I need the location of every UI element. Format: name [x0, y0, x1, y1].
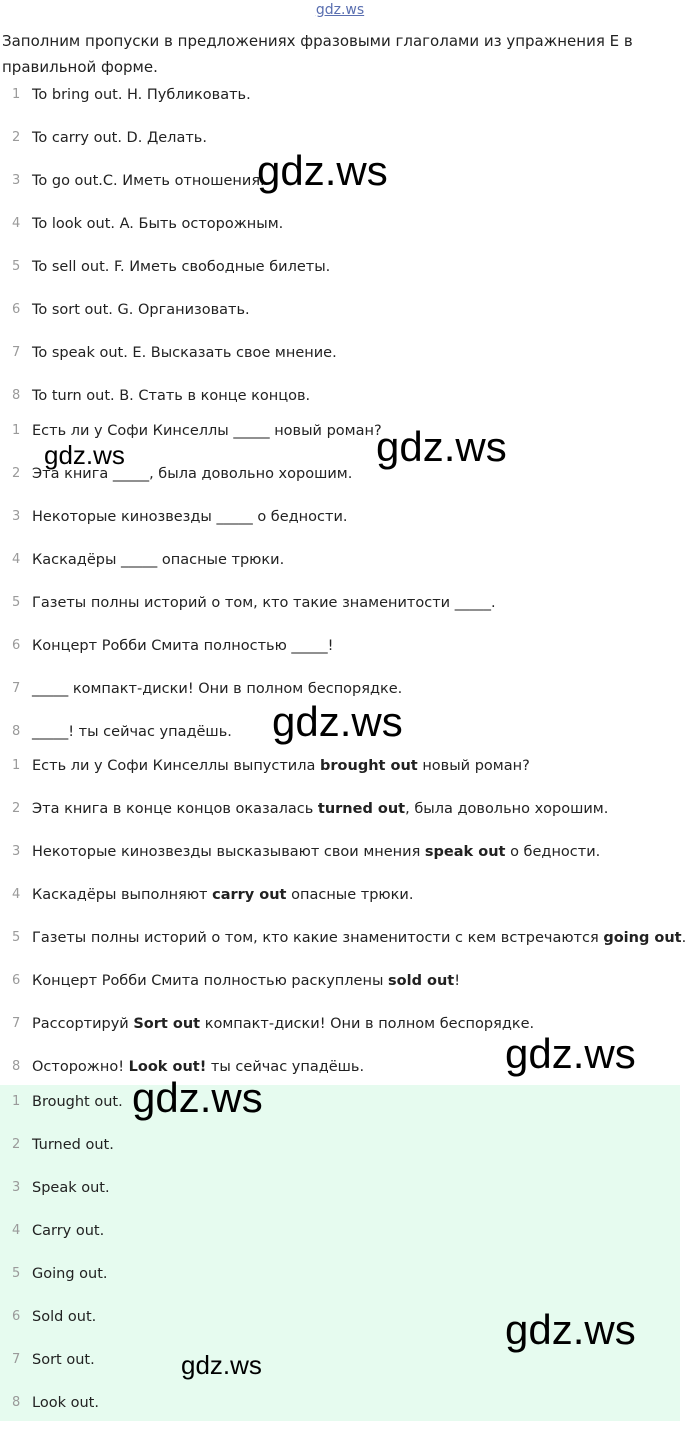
sentence-part: .: [681, 930, 686, 946]
item-text: [32, 973, 460, 989]
item-number: 7: [12, 681, 21, 696]
item-text: Некоторые кинозвезды _____ о бедности.: [32, 509, 348, 525]
item-number: 5: [12, 259, 21, 274]
item-number: 4: [12, 552, 21, 567]
item-number: 8: [12, 388, 21, 403]
item-number: 6: [12, 1309, 21, 1324]
item-number: 8: [12, 1059, 21, 1074]
sentence-part: Есть ли у Софи Кинселлы выпустила: [32, 758, 320, 774]
item-text: To sort out. G. Организовать.: [32, 302, 250, 318]
item-number: 8: [12, 1395, 21, 1410]
item-text: To bring out. H. Публиковать.: [32, 87, 251, 103]
item-text: [32, 1016, 534, 1032]
item-text: To carry out. D. Делать.: [32, 130, 207, 146]
item-text: To go out.C. Иметь отношения.: [32, 173, 265, 189]
phrasal-verb-answer: sold out: [388, 973, 455, 989]
filled-sentence-item: [0, 887, 680, 930]
phrasal-verb-answer: brought out: [320, 758, 418, 774]
sentence-part: Осторожно!: [32, 1059, 129, 1075]
definition-item: [0, 87, 680, 130]
phrasal-verb-answer: carry out: [212, 887, 287, 903]
item-text: [32, 758, 530, 774]
item-number: 3: [12, 844, 21, 859]
answer-item: [0, 1137, 680, 1180]
sentence-part: !: [454, 973, 461, 989]
item-number: 7: [12, 1352, 21, 1367]
item-text: Speak out.: [32, 1180, 110, 1196]
item-text: Turned out.: [32, 1137, 114, 1153]
watermark: gdz.ws: [257, 147, 388, 194]
item-text: Каскадёры _____ опасные трюки.: [32, 552, 285, 568]
answer-item: [0, 1266, 680, 1309]
item-number: 7: [12, 345, 21, 360]
item-text: _____! ты сейчас упадёшь.: [32, 724, 232, 740]
item-text: [32, 1059, 364, 1075]
item-number: 7: [12, 1016, 21, 1031]
filled-sentence-item: [0, 930, 686, 973]
sentence-part: опасные трюки.: [286, 887, 414, 903]
sentence-part: о бедности.: [505, 844, 601, 860]
gap-sentence-item: [0, 466, 680, 509]
item-text: Концерт Робби Смита полностью _____!: [32, 638, 334, 654]
phrasal-verb-answer: turned out: [317, 801, 406, 817]
phrasal-verb-answer: speak out: [424, 844, 506, 860]
sentence-part: компакт-диски! Они в полном беспорядке.: [200, 1016, 535, 1032]
task-intro: Заполним пропуски в предложениях фразовыми глаголами из упражнения E в правильной форме.: [2, 32, 633, 76]
item-text: Carry out.: [32, 1223, 105, 1239]
answer-item: [0, 1180, 680, 1223]
item-number: 3: [12, 1180, 21, 1195]
watermark: gdz.ws: [505, 1306, 636, 1353]
item-number: 5: [12, 1266, 21, 1281]
item-text: [32, 887, 413, 903]
item-text: Есть ли у Софи Кинселлы _____ новый роман?: [32, 423, 382, 439]
sentence-part: Газеты полны историй о том, кто какие знаменитости с кем встречаются: [32, 930, 604, 946]
item-number: 1: [12, 423, 21, 438]
item-number: 5: [12, 930, 21, 945]
item-text: [32, 801, 608, 817]
watermark: gdz.ws: [44, 440, 125, 470]
sentence-part: Рассортируй: [32, 1016, 134, 1032]
answer-item: [0, 1223, 680, 1266]
item-text: [32, 930, 686, 946]
gap-sentence-item: [0, 552, 680, 595]
item-text: _____ компакт-диски! Они в полном беспорядке.: [32, 681, 403, 697]
item-text: Sold out.: [32, 1309, 97, 1325]
definition-item: [0, 259, 680, 302]
filled-sentence-item: [0, 844, 680, 887]
item-number: 2: [12, 466, 21, 481]
item-number: 4: [12, 216, 21, 231]
gap-sentence-item: [0, 595, 680, 638]
item-text: Brought out.: [32, 1094, 123, 1110]
sentence-part: ты сейчас упадёшь.: [206, 1059, 365, 1075]
item-number: 2: [12, 1137, 21, 1152]
phrasal-verb-answer: Look out!: [128, 1059, 207, 1075]
item-text: To turn out. B. Стать в конце концов.: [32, 388, 311, 404]
item-text: Going out.: [32, 1266, 108, 1282]
item-number: 8: [12, 724, 21, 739]
sentence-part: , была довольно хорошим.: [405, 801, 609, 817]
item-number: 6: [12, 973, 21, 988]
sentence-part: новый роман?: [417, 758, 530, 774]
item-text: To speak out. E. Высказать свое мнение.: [32, 345, 337, 361]
site-link[interactable]: gdz.ws: [315, 2, 365, 18]
item-number: 6: [12, 302, 21, 317]
answer-item: [0, 1352, 680, 1395]
gap-sentence-item: [0, 509, 680, 552]
definition-item: [0, 345, 680, 388]
item-number: 5: [12, 595, 21, 610]
item-number: 4: [12, 887, 21, 902]
item-number: 4: [12, 1223, 21, 1238]
answer-item: [0, 1395, 680, 1438]
definition-item: [0, 302, 680, 345]
item-text: Look out.: [32, 1395, 99, 1411]
watermark: gdz.ws: [376, 423, 507, 470]
watermark: gdz.ws: [132, 1074, 263, 1121]
phrasal-verb-answer: going out: [603, 930, 682, 946]
watermark: gdz.ws: [181, 1350, 262, 1380]
definition-item: [0, 216, 680, 259]
sentence-part: Некоторые кинозвезды высказывают свои мнения: [32, 844, 425, 860]
sentence-part: Каскадёры выполняют: [32, 887, 213, 903]
answer-item: [0, 1094, 680, 1137]
item-text: Газеты полны историй о том, кто такие знаменитости _____.: [32, 595, 496, 611]
item-number: 3: [12, 173, 21, 188]
gap-sentence-item: [0, 638, 680, 681]
watermark: gdz.ws: [505, 1030, 636, 1077]
item-number: 1: [12, 758, 21, 773]
item-text: Sort out.: [32, 1352, 95, 1368]
item-number: 6: [12, 638, 21, 653]
watermark: gdz.ws: [272, 698, 403, 745]
filled-sentence-item: [0, 758, 680, 801]
item-text: Эта книга _____, была довольно хорошим.: [32, 466, 353, 482]
item-number: 1: [12, 1094, 21, 1109]
item-number: 3: [12, 509, 21, 524]
item-text: [32, 844, 600, 860]
sentence-part: Концерт Робби Смита полностью раскуплены: [32, 973, 389, 989]
item-number: 2: [12, 801, 21, 816]
filled-sentence-item: [0, 973, 680, 1016]
item-number: 2: [12, 130, 21, 145]
filled-sentence-item: [0, 801, 680, 844]
item-number: 1: [12, 87, 21, 102]
phrasal-verb-answer: Sort out: [133, 1016, 201, 1032]
item-text: To look out. A. Быть осторожным.: [32, 216, 284, 232]
sentence-part: Эта книга в конце концов оказалась: [32, 801, 318, 817]
item-text: To sell out. F. Иметь свободные билеты.: [32, 259, 331, 275]
